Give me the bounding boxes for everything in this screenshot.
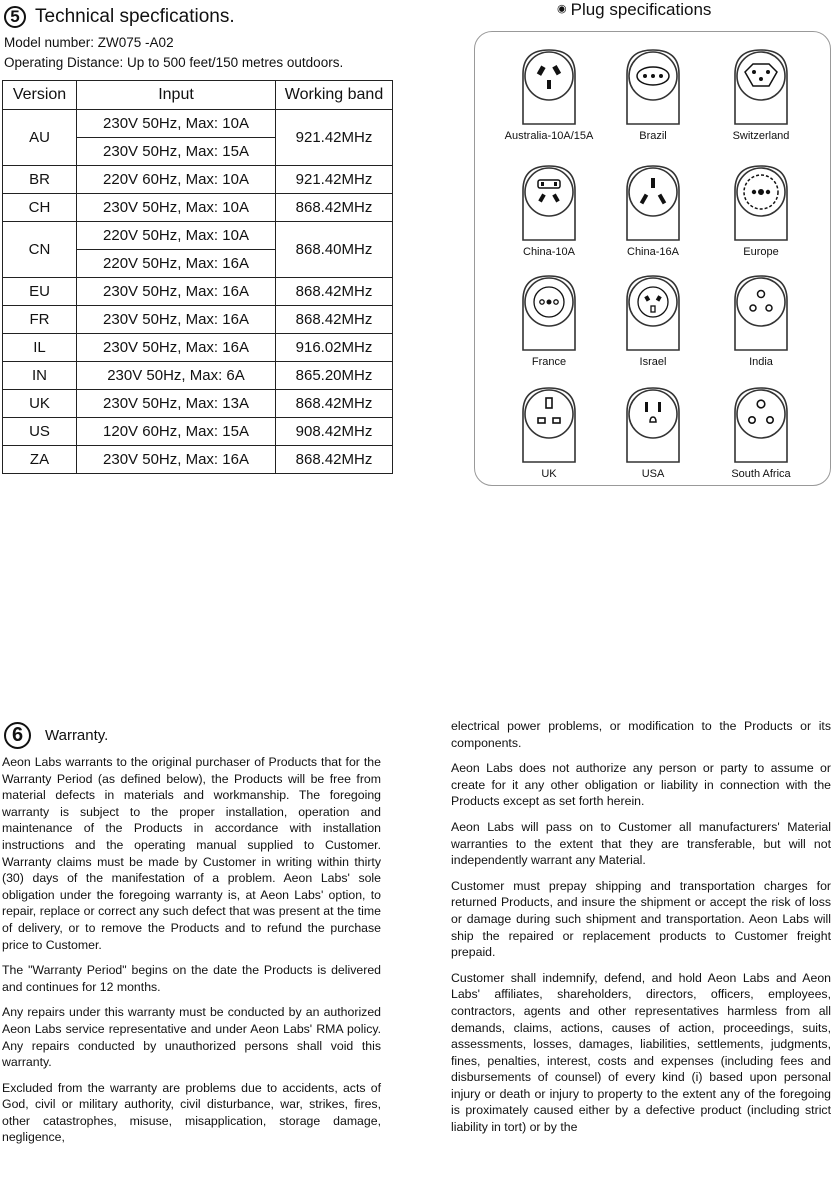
plug-label: Switzerland	[732, 130, 790, 142]
section-6-header	[4, 722, 108, 749]
header-input: Input	[77, 81, 276, 110]
table-row	[3, 222, 393, 250]
table-row	[3, 362, 393, 390]
plug-china-16a-icon	[603, 160, 703, 244]
cell-working-band: 868.42MHz	[276, 194, 393, 222]
cell-version: ZA	[3, 446, 77, 474]
cell-version: IN	[3, 362, 77, 390]
plug-label: Israel	[639, 356, 667, 368]
warranty-paragraph: Aeon Labs does not authorize any person or party to assume or create for it any other obligation or liability in connection with the Products except as set forth herein.	[451, 761, 831, 809]
table-row	[3, 446, 393, 474]
warranty-paragraph: electrical power problems, or modification to the Products or its components.	[451, 719, 831, 750]
warranty-paragraph: Aeon Labs warrants to the original purchaser of Products that for the Warranty Period (as defined below), the Products will be free from material defects in materials and workmanship. The foregoing warranty is subject to the proper installation, operation and maintenance of the Products in accordance with installation instructions and the operating manual supplied to Customer. Warranty claims must be made by Customer in writing within thirty (30) days of the manifestation of a problem. Aeon Labs' sole obligation under the foregoing warranty is, at Aeon Labs' option, to repair, replace or correct any such defect that was present at the time of delivery, or to remove the Products and to refund the purchase price to Customer.	[2, 755, 381, 952]
table-row	[3, 194, 393, 222]
cell-version: FR	[3, 306, 77, 334]
table-row	[3, 110, 393, 138]
cell-working-band: 868.42MHz	[276, 278, 393, 306]
plug-label: South Africa	[731, 468, 791, 480]
plug-usa-icon	[603, 382, 703, 466]
cell-version: UK	[3, 390, 77, 418]
table-row	[3, 278, 393, 306]
cell-version: CH	[3, 194, 77, 222]
warranty-paragraph: The "Warranty Period" begins on the date the Products is delivered and continues for 12 months.	[2, 963, 381, 994]
table-row	[3, 166, 393, 194]
plug-label: USA	[641, 468, 665, 480]
section-5-header	[4, 4, 235, 30]
cell-input: 230V 50Hz, Max: 16A	[77, 446, 276, 474]
cell-input: 230V 50Hz, Max: 16A	[77, 334, 276, 362]
section-title: Technical specfications.	[35, 6, 235, 27]
table-row	[3, 306, 393, 334]
plug-item	[603, 160, 703, 258]
operating-distance: Operating Distance: Up to 500 feet/150 metres outdoors.	[4, 55, 344, 70]
cell-working-band: 921.42MHz	[276, 166, 393, 194]
plug-israel-icon	[603, 270, 703, 354]
warranty-paragraph: Customer shall indemnify, defend, and hold Aeon Labs and Aeon Labs' affiliates, shareholders, directors, officers, employees, contractors, agents and other representatives harmless from all demands, claims, actions, causes of action, proceedings, suits, assessments, losses, damages, liabilities, settlements, judgments, fines, penalties, interest, costs and expenses (including fees and disbursements of counsel) of every kind (i) based upon personal injury or death or injury to property to the extent any of the foregoing is proximately caused either by a defective product (including strict liability in tort) or by the	[451, 970, 831, 1135]
cell-working-band: 865.20MHz	[276, 362, 393, 390]
cell-working-band: 868.40MHz	[276, 222, 393, 278]
plug-item	[711, 44, 811, 142]
plug-label: Europe	[743, 246, 779, 258]
cell-working-band: 916.02MHz	[276, 334, 393, 362]
section-number-badge: 6	[4, 722, 31, 749]
cell-working-band: 868.42MHz	[276, 446, 393, 474]
warranty-paragraph: Customer must prepay shipping and transportation charges for returned Products, and insure the shipment or accept the risk of loss or damage during such shipment and transportation. Aeon Labs will ship the repaired or replacement products to Customer freight prepaid.	[451, 878, 831, 960]
plug-label: France	[531, 356, 567, 368]
cell-input: 230V 50Hz, Max: 16A	[77, 306, 276, 334]
cell-input: 220V 50Hz, Max: 16A	[77, 250, 276, 278]
plug-item	[499, 270, 599, 368]
plug-brazil-icon	[603, 44, 703, 128]
warranty-paragraph: Aeon Labs will pass on to Customer all manufacturers' Material warranties to the extent that they are transferable, but will not independently warrant any Material.	[451, 819, 831, 868]
plug-label: China-10A	[523, 246, 575, 258]
cell-input: 220V 50Hz, Max: 10A	[77, 222, 276, 250]
plug-europe-icon	[711, 160, 811, 244]
warranty-column-right	[451, 718, 831, 1145]
cell-version: BR	[3, 166, 77, 194]
table-header-row	[3, 81, 393, 110]
cell-working-band: 921.42MHz	[276, 110, 393, 166]
cell-input: 220V 60Hz, Max: 10A	[77, 166, 276, 194]
cell-input: 230V 50Hz, Max: 16A	[77, 278, 276, 306]
cell-input: 230V 50Hz, Max: 13A	[77, 390, 276, 418]
plug-label: China-16A	[627, 246, 679, 258]
plug-france-icon	[499, 270, 599, 354]
warranty-paragraph: Any repairs under this warranty must be conducted by an authorized Aeon Labs service representative and under Aeon Labs' RMA policy. Any repairs conducted by unauthorized persons shall void this warranty.	[2, 1005, 381, 1070]
plug-label: Brazil	[639, 130, 667, 142]
plug-switzerland-icon	[711, 44, 811, 128]
plug-item	[499, 44, 599, 142]
plug-label: India	[749, 356, 773, 368]
plug-australia-icon	[499, 44, 599, 128]
plug-item	[711, 160, 811, 258]
table-row	[3, 418, 393, 446]
plug-south-africa-icon	[711, 382, 811, 466]
warranty-column-left	[2, 754, 381, 1155]
plug-uk-icon	[499, 382, 599, 466]
plug-item	[603, 270, 703, 368]
spec-table	[2, 80, 393, 474]
plug-item	[711, 270, 811, 368]
cell-version: CN	[3, 222, 77, 278]
cell-working-band: 868.42MHz	[276, 390, 393, 418]
cell-version: US	[3, 418, 77, 446]
plug-label: Australia-10A/15A	[504, 130, 594, 142]
cell-input: 230V 50Hz, Max: 10A	[77, 110, 276, 138]
cell-working-band: 868.42MHz	[276, 306, 393, 334]
header-version: Version	[3, 81, 77, 110]
warranty-paragraph: Excluded from the warranty are problems due to accidents, acts of God, civil or military authority, civil disturbance, war, strikes, fires, other catastrophes, misuse, misapplication, storage damage, negligence,	[2, 1080, 381, 1145]
header-working-band: Working band	[276, 81, 393, 110]
section-number-badge: 5	[4, 6, 26, 28]
plug-item	[499, 160, 599, 258]
cell-version: IL	[3, 334, 77, 362]
plug-spec-panel	[474, 31, 831, 486]
table-row	[3, 334, 393, 362]
plug-item	[603, 44, 703, 142]
cell-input: 120V 60Hz, Max: 15A	[77, 418, 276, 446]
bullet-icon: ◉	[557, 3, 567, 15]
cell-input: 230V 50Hz, Max: 15A	[77, 138, 276, 166]
plug-india-icon	[711, 270, 811, 354]
model-number: Model number: ZW075 -A02	[4, 35, 174, 50]
plug-label: UK	[541, 468, 557, 480]
cell-input: 230V 50Hz, Max: 10A	[77, 194, 276, 222]
plug-item	[499, 382, 599, 480]
cell-input: 230V 50Hz, Max: 6A	[77, 362, 276, 390]
cell-version: AU	[3, 110, 77, 166]
plug-china-10a-icon	[499, 160, 599, 244]
plug-item	[603, 382, 703, 480]
section-title: Warranty.	[45, 727, 109, 744]
table-row	[3, 390, 393, 418]
cell-version: EU	[3, 278, 77, 306]
plug-spec-title: ◉ Plug specifications	[557, 0, 712, 19]
cell-working-band: 908.42MHz	[276, 418, 393, 446]
plug-item	[711, 382, 811, 480]
